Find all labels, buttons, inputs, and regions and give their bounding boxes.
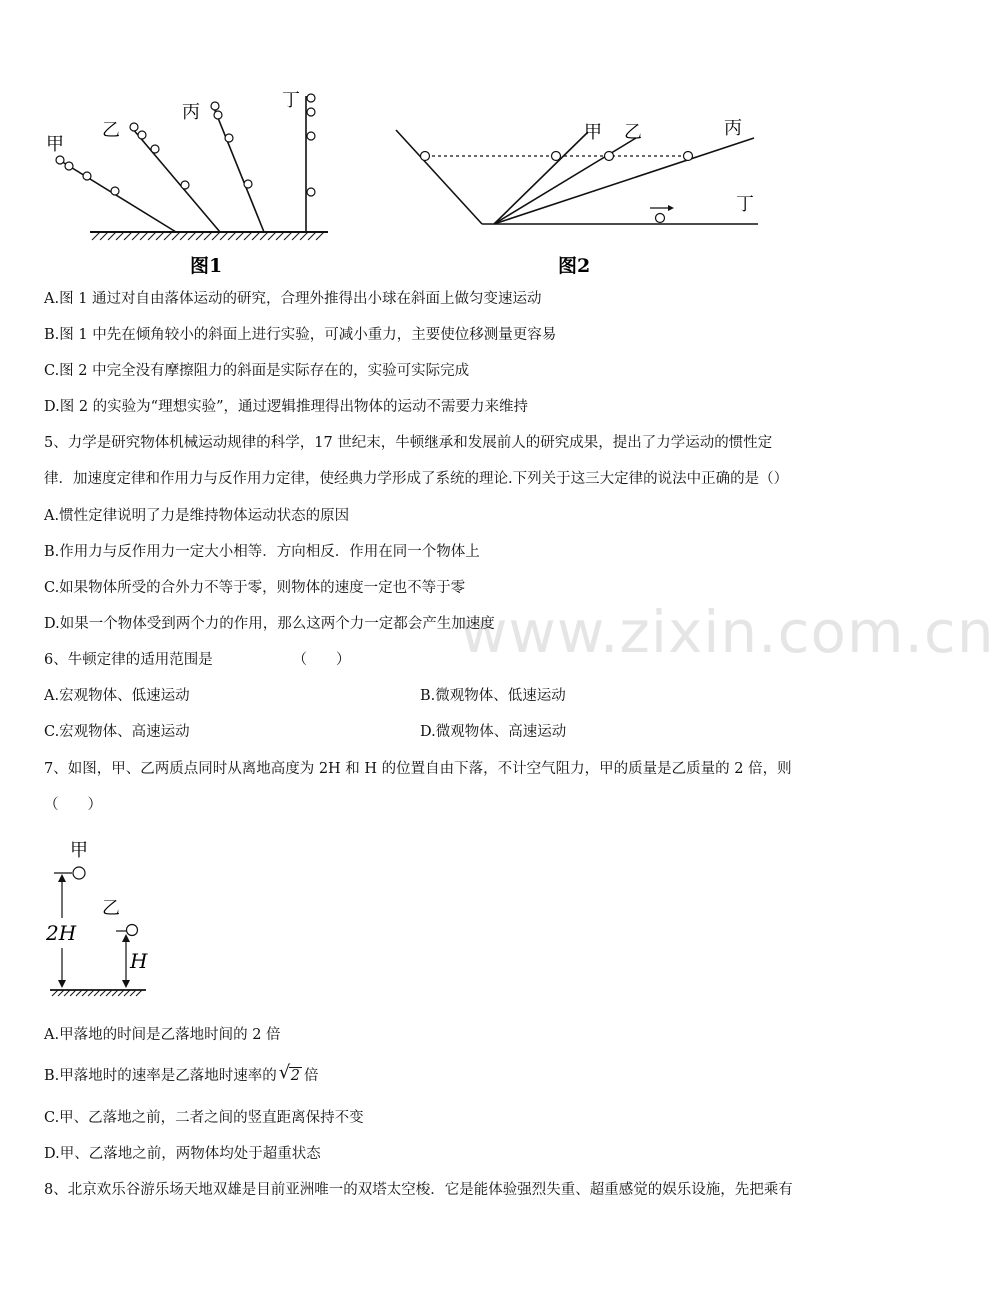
q4-option-b: B.图 1 中先在倾角较小的斜面上进行实验，可减小重力，主要使位移测量更容易	[44, 327, 557, 343]
fig7-label-yi: 乙	[102, 898, 120, 919]
q6-option-a: A.宏观物体、低速运动	[44, 688, 190, 704]
q5-option-d: D.如果一个物体受到两个力的作用，那么这两个力一定都会产生加速度	[44, 616, 495, 632]
q6-option-d: D.微观物体、高速运动	[420, 724, 567, 740]
fig7-arrow-h-head-up	[122, 934, 130, 942]
fig7-label-2h: 2H	[46, 921, 77, 945]
q4-option-a: A.图 1 通过对自由落体运动的研究，合理外推得出小球在斜面上做匀变速运动	[44, 291, 542, 307]
fig2-label-bing: 丙	[724, 118, 742, 139]
q8-stem-line1: 8、北京欢乐谷游乐场天地双雄是目前亚洲唯一的双塔太空梭．它是能体验强烈失重、超重感觉的娱乐设施，先把乘有	[44, 1182, 793, 1198]
fig2-incline-bing	[494, 138, 754, 224]
q6-stem: 6、牛顿定律的适用范围是 （ ）	[44, 652, 351, 668]
q7-option-b	[44, 1062, 890, 1086]
fig2-left-incline	[396, 130, 482, 224]
fig2-incline-jia	[494, 132, 588, 224]
q7-option-d: D.甲、乙落地之前，两物体均处于超重状态	[44, 1146, 321, 1162]
q5-option-b: B.作用力与反作用力一定大小相等．方向相反．作用在同一个物体上	[44, 544, 480, 560]
fig7-ball-yi	[127, 925, 138, 936]
fig7-arrow-2h-head-down	[58, 980, 66, 988]
fig7-arrow-2h-head-up	[58, 874, 66, 882]
fig1-label-yi: 乙	[102, 120, 120, 141]
figure-2	[390, 108, 770, 280]
fig2-incline-yi	[494, 138, 636, 224]
fig2-label-ding: 丁	[736, 194, 754, 215]
sqrt-radicand: 2	[290, 1068, 300, 1084]
q7-stem-line1: 7、如图，甲、乙两质点同时从离地高度为 2H 和 H 的位置自由下落，不计空气阻力，甲的质量是乙质量的 2 倍，则	[44, 761, 792, 777]
fig7-ball-jia	[73, 867, 85, 879]
q5-option-c: C.如果物体所受的合外力不等于零，则物体的速度一定也不等于零	[44, 580, 466, 596]
q6-option-b: B.微观物体、低速运动	[420, 688, 566, 704]
fig2-caption: 图2	[558, 255, 591, 277]
fig1-incline-yi	[132, 128, 220, 232]
fig7-hatch	[52, 990, 142, 996]
figure-q7	[40, 836, 160, 1000]
q4-option-d: D.图 2 的实验为“理想实验”，通过逻辑推理得出物体的运动不需要力来维持	[44, 399, 528, 415]
q5-stem-line2: 律．加速度定律和作用力与反作用力定律，使经典力学形成了系统的理论.下列关于这三大定律的说法中正确的是（）	[44, 471, 789, 487]
watermark: www.zixin.com.cn	[460, 598, 995, 666]
fig2-label-yi: 乙	[624, 122, 642, 143]
q5-option-a: A.惯性定律说明了力是维持物体运动状态的原因	[44, 508, 350, 524]
fig1-label-ding: 丁	[282, 90, 300, 111]
fig2-label-jia: 甲	[584, 122, 602, 143]
q7-option-b-suffix: 倍	[304, 1068, 319, 1084]
sqrt-expression: √ 2	[278, 1062, 300, 1084]
fig1-hatch	[92, 232, 324, 240]
fig7-label-h: H	[130, 949, 148, 973]
q6-option-c: C.宏观物体、高速运动	[44, 724, 190, 740]
q7-option-b-prefix: B.甲落地时的速率是乙落地时速率的	[44, 1068, 277, 1084]
fig1-label-jia: 甲	[46, 134, 64, 155]
fig7-label-jia: 甲	[70, 840, 88, 861]
figure-1	[40, 84, 340, 280]
q5-stem-line1: 5、力学是研究物体机械运动规律的科学，17 世纪末，牛顿继承和发展前人的研究成果，提出了力学运动的惯性定	[44, 435, 773, 451]
fig1-caption: 图1	[190, 255, 223, 277]
fig2-arrow-head	[668, 205, 674, 211]
q7-option-a: A.甲落地的时间是乙落地时间的 2 倍	[44, 1027, 281, 1043]
q4-option-c: C.图 2 中完全没有摩擦阻力的斜面是实际存在的，实验可实际完成	[44, 363, 470, 379]
q7-stem-line2: （ ）	[44, 797, 102, 813]
fig7-arrow-h-head-down	[122, 980, 130, 988]
fig1-incline-bing	[214, 108, 264, 232]
q7-option-c: C.甲、乙落地之前，二者之间的竖直距离保持不变	[44, 1110, 364, 1126]
fig1-label-bing: 丙	[182, 102, 200, 123]
